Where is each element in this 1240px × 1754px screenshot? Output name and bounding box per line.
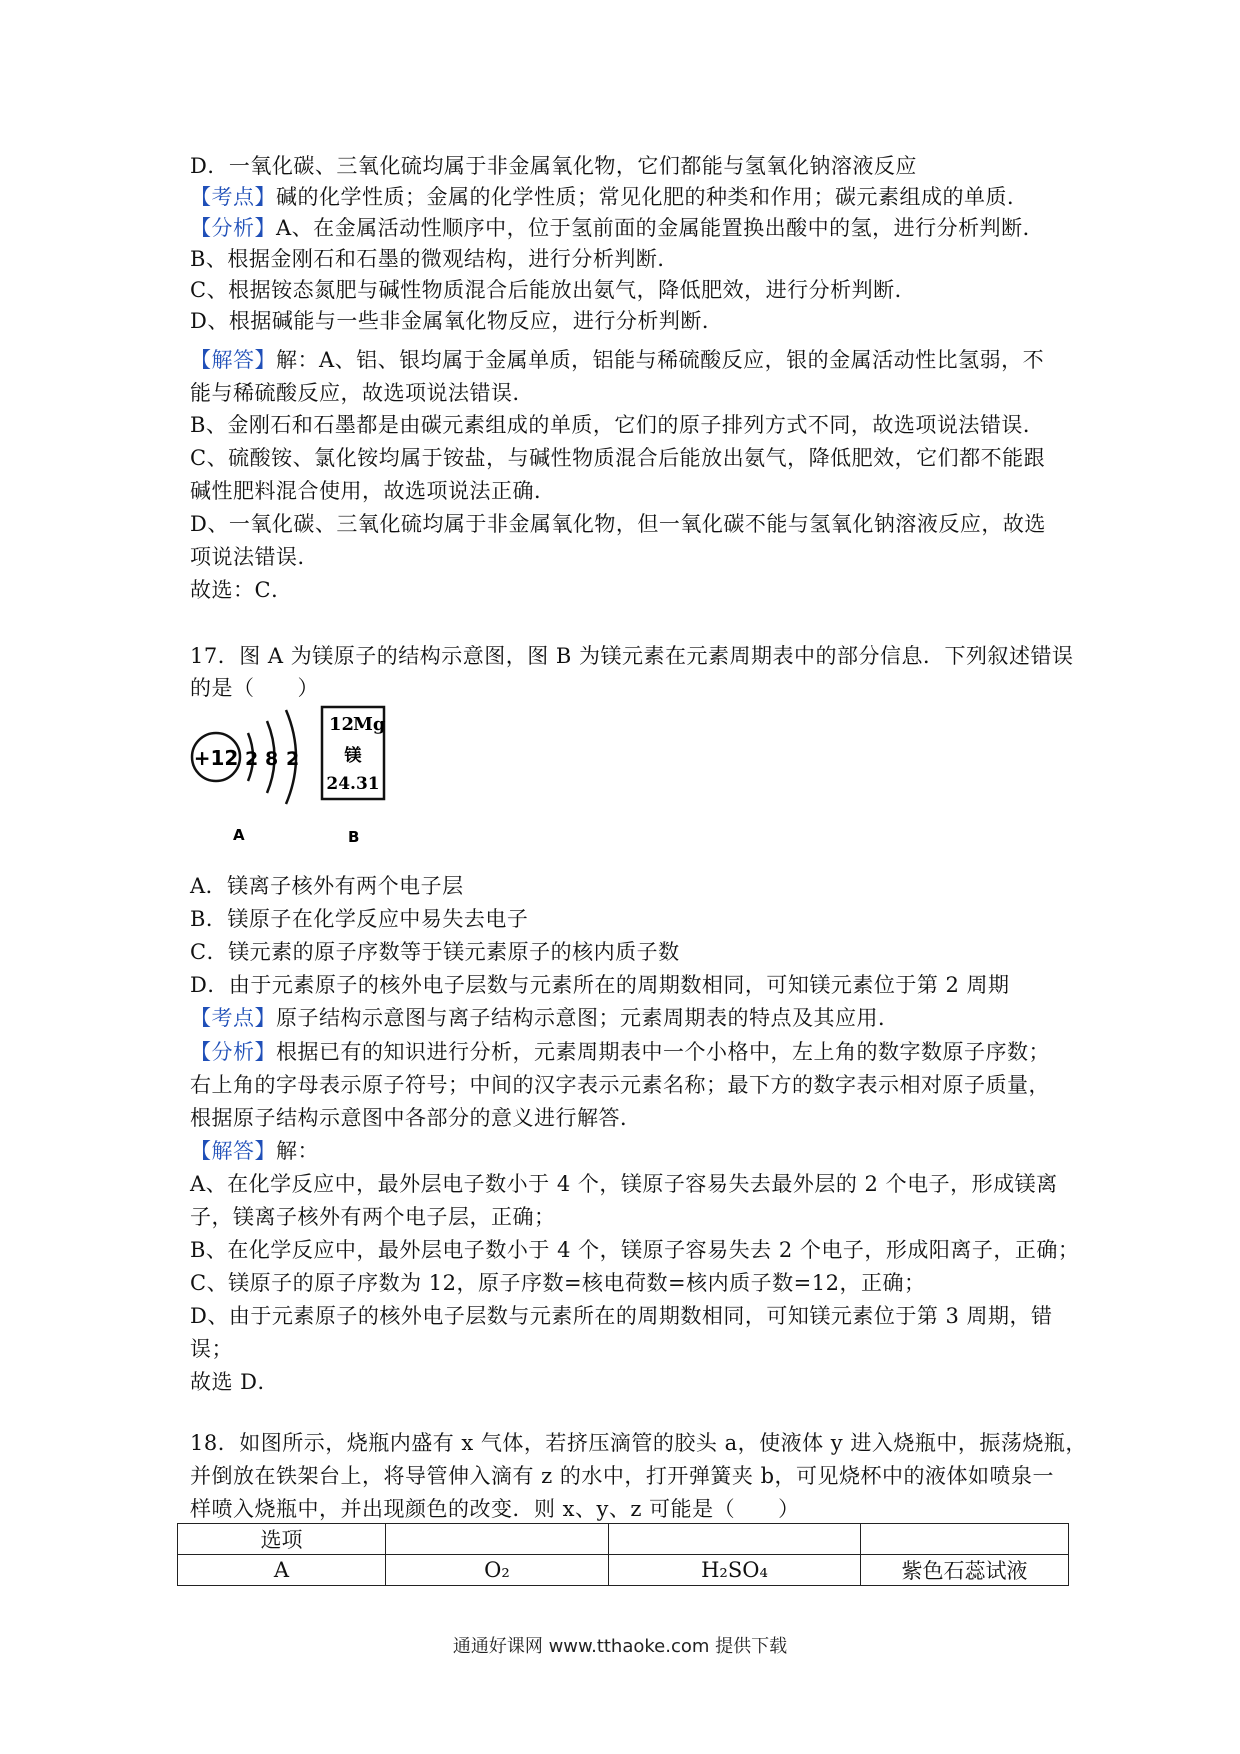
q18-stem-2: 并倒放在铁架台上，将导管伸入滴有 z 的水中，打开弹簧夹 b，可见烧杯中的液体如喷泉一	[190, 1464, 1055, 1488]
q17-fenxi-2: 右上角的字母表示原子符号；中间的汉字表示元素名称；最下方的数字表示相对原子质量，	[190, 1073, 1050, 1097]
shell-count-2: 8	[265, 748, 279, 770]
q17-stem-2: 的是（ ）	[190, 676, 319, 700]
q16-fenxi-c: C、根据铵态氮肥与碱性物质混合后能放出氨气，降低肥效，进行分析判断．	[190, 278, 917, 302]
q17-option-c: C．镁元素的原子序数等于镁元素原子的核内质子数	[190, 940, 680, 964]
q16-jieda-line: 能与稀硫酸反应，故选项说法错误．	[190, 381, 534, 405]
atomic-number: 12	[329, 714, 355, 735]
q17-jieda: 【解答】解：	[190, 1139, 319, 1163]
q16-fenxi: 【分析】A、在金属活动性顺序中，位于氢前面的金属能置换出酸中的氢，进行分析判断．	[190, 216, 1045, 240]
table-row	[178, 1524, 1069, 1555]
figure-a-caption: A	[233, 826, 245, 844]
q17-jieda-c: C、镁原子的原子序数为 12，原子序数=核电荷数=核内质子数=12，正确；	[190, 1271, 926, 1295]
q16-option-d: D．一氧化碳、三氧化硫均属于非金属氧化物，它们都能与氢氧化钠溶液反应	[190, 154, 917, 178]
q16-jieda-d2: 项说法错误．	[190, 545, 319, 569]
q16-kaodian: 【考点】碱的化学性质；金属的化学性质；常见化肥的种类和作用；碳元素组成的单质．	[190, 185, 1029, 209]
q16-answer: 故选：C．	[190, 578, 293, 602]
q17-jieda-d2: 误；	[190, 1337, 233, 1361]
table-cell	[386, 1524, 609, 1555]
table-cell: H₂SO₄	[609, 1555, 861, 1586]
q17-fenxi: 【分析】根据已有的知识进行分析，元素周期表中一个小格中，左上角的数字数原子序数；	[190, 1040, 1050, 1064]
q18-stem: 18．如图所示，烧瓶内盛有 x 气体，若挤压滴管的胶头 a，使液体 y 进入烧瓶中，振荡烧瓶，	[190, 1431, 1087, 1455]
shell-count-1: 2	[245, 748, 259, 770]
q17-option-d: D．由于元素原子的核外电子层数与元素所在的周期数相同，可知镁元素位于第 2 周期	[190, 973, 1010, 997]
element-name: 镁	[344, 746, 362, 766]
q16-jieda: 【解答】解：A、铝、银均属于金属单质，铝能与稀硫酸反应，银的金属活动性比氢弱，不	[190, 348, 1045, 372]
q17-option-a: A．镁离子核外有两个电子层	[190, 874, 464, 898]
shell-count-3: 2	[286, 748, 300, 770]
figure-b-caption: B	[348, 828, 360, 846]
q17-answer: 故选 D．	[190, 1370, 280, 1394]
q17-fenxi-3: 根据原子结构示意图中各部分的意义进行解答．	[190, 1106, 642, 1130]
table-cell	[861, 1524, 1069, 1555]
table-cell	[609, 1524, 861, 1555]
q18-stem-3: 样喷入烧瓶中，并出现颜色的改变．则 x、y、z 可能是（ ）	[190, 1497, 800, 1521]
q16-jieda-b: B、金刚石和石墨都是由碳元素组成的单质，它们的原子排列方式不同，故选项说法错误．	[190, 413, 1045, 437]
q17-jieda-d: D、由于元素原子的核外电子层数与元素所在的周期数相同，可知镁元素位于第 3 周期，错	[190, 1304, 1053, 1328]
table-cell: 选项	[178, 1524, 386, 1555]
table-cell: A	[178, 1555, 386, 1586]
q16-jieda-c: C、硫酸铵、氯化铵均属于铵盐，与碱性物质混合后能放出氨气，降低肥效，它们都不能跟	[190, 446, 1046, 470]
nucleus-charge: +12	[193, 746, 239, 770]
element-symbol: Mg	[353, 714, 386, 735]
q16-jieda-c2: 碱性肥料混合使用，故选项说法正确．	[190, 479, 556, 503]
q17-stem: 17．图 A 为镁原子的结构示意图，图 B 为镁元素在元素周期表中的部分信息．下列叙述错误	[190, 644, 1074, 668]
q17-option-b: B．镁原子在化学反应中易失去电子	[190, 907, 529, 931]
magnesium-figure	[188, 705, 398, 855]
q16-fenxi-d: D、根据碱能与一些非金属氧化物反应，进行分析判断．	[190, 309, 724, 333]
q17-jieda-b: B、在化学反应中，最外层电子数小于 4 个，镁原子容易失去 2 个电子，形成阳离子，正确；	[190, 1238, 1080, 1262]
atomic-mass: 24.31	[326, 774, 380, 794]
options-table	[177, 1523, 1069, 1586]
table-cell: 紫色石蕊试液	[861, 1555, 1069, 1586]
table-cell: O₂	[386, 1555, 609, 1586]
q17-jieda-a2: 子，镁离子核外有两个电子层，正确；	[190, 1205, 556, 1229]
page-footer: 通通好课网 www.tthaoke.com 提供下载	[452, 1636, 788, 1657]
q16-jieda-d: D、一氧化碳、三氧化硫均属于非金属氧化物，但一氧化碳不能与氢氧化钠溶液反应，故选	[190, 512, 1046, 536]
table-row	[178, 1555, 1069, 1586]
q17-jieda-a: A、在化学反应中，最外层电子数小于 4 个，镁原子容易失去最外层的 2 个电子，形成镁离	[190, 1172, 1058, 1196]
q16-fenxi-b: B、根据金刚石和石墨的微观结构，进行分析判断．	[190, 247, 679, 271]
q17-kaodian: 【考点】原子结构示意图与离子结构示意图；元素周期表的特点及其应用．	[190, 1006, 900, 1030]
